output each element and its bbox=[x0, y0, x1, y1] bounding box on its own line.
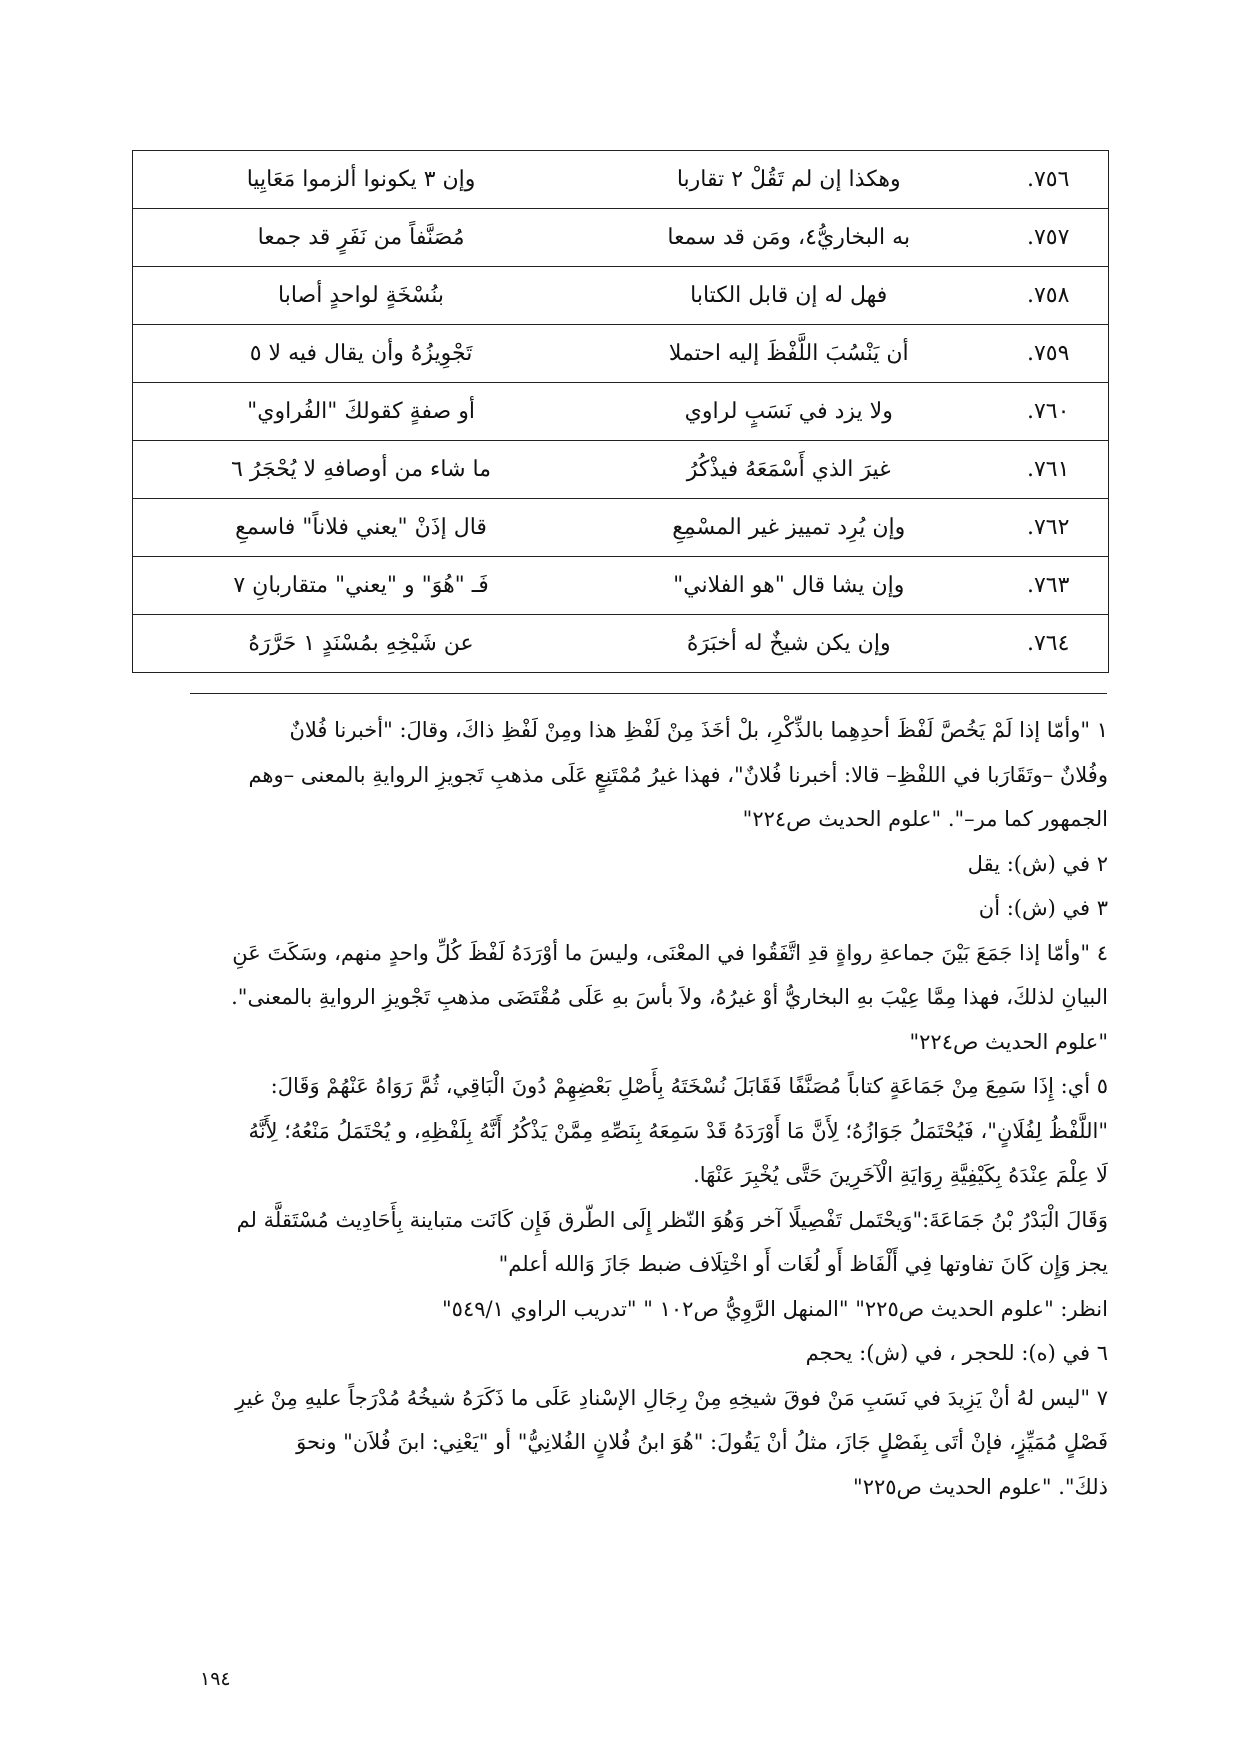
verse-row bbox=[133, 325, 1109, 383]
verse-first-hemistich: به البخاريُّ٤، ومَن قد سمعا bbox=[589, 209, 988, 267]
verse-number: ٧٦١. bbox=[988, 441, 1108, 499]
footnotes bbox=[183, 708, 1108, 1509]
footnote-line: ٤ "وأمّا إذا جَمَعَ بَيْنَ جماعةِ رواةٍ قدِ اتَّفَقُوا في المعْنَى، وليسَ ما أوْرَدَهُ لَفْظَ كُلِّ واحدٍ منهم، وسَكَتَ عَنِ bbox=[232, 940, 1108, 965]
footnote bbox=[183, 842, 1108, 887]
verse-first-hemistich: فهل له إن قابل الكتابا bbox=[589, 267, 988, 325]
footnote-line: ٥ أي: إِذَا سَمِعَ مِنْ جَمَاعَةٍ كتاباً مُصَنَّفًا فَقَابَلَ نُسْخَتَهُ بِأَصْلِ بَعْضِهِمْ دُونَ الْبَاقِي، ثُمَّ رَوَاهُ عَنْهُمْ وَقَالَ: bbox=[270, 1074, 1108, 1098]
verse-second-hemistich: بنُسْخَةٍ لواحدٍ أصابا bbox=[133, 267, 590, 325]
footnote-line: "علوم الحديث ص٢٢٤" bbox=[909, 1029, 1108, 1054]
verses-table bbox=[132, 150, 1109, 673]
verse-second-hemistich: تَجْوِيزُهُ وأن يقال فيه لا ٥ bbox=[133, 325, 590, 383]
footnote-line: ٣ في (ش): أن bbox=[978, 896, 1108, 920]
verse-first-hemistich: ولا يزد في نَسَبٍ لراوي bbox=[589, 383, 988, 441]
verse-first-hemistich: غيرَ الذي أَسْمَعَهُ فيذْكُرُ bbox=[589, 441, 988, 499]
footnote-line: ذلكَ". "علوم الحديث ص٢٢٥" bbox=[853, 1474, 1108, 1499]
verse-first-hemistich: وإن يكن شيخٌ له أخبَرَهُ bbox=[589, 615, 988, 673]
footnote-line: وَقَالَ الْبَدْرُ بْنُ جَمَاعَةَ:"وَيحْتَمل تَفْصِيلًا آخر وَهُوَ النّظر إِلَى الطّرق فَإِن كَانَت متباينة بِأَحَادِيث مُسْتَقلَّة لم bbox=[236, 1207, 1108, 1232]
verse-number: ٧٥٦. bbox=[988, 151, 1108, 209]
footnote-line: فَصْلٍ مُمَيِّزٍ، فإنْ أتَى بِفَصْلٍ جَازَ، مثلُ أنْ يَقُولَ: "هُوَ ابنُ فُلانٍ الفُلانِيُّ" أو "يَعْنِي: ابنَ فُلاَن" ونحوَ bbox=[296, 1430, 1108, 1454]
verse-second-hemistich: ما شاء من أوصافهِ لا يُحْجَرُ ٦ bbox=[133, 441, 590, 499]
verse-row bbox=[133, 557, 1109, 615]
verse-number: ٧٥٧. bbox=[988, 209, 1108, 267]
footnote bbox=[183, 1064, 1108, 1331]
verse-row bbox=[133, 151, 1109, 209]
verse-second-hemistich: عن شَيْخِهِ بمُسْنَدٍ ١ حَرَّرَهُ bbox=[133, 615, 590, 673]
footnote bbox=[183, 886, 1108, 931]
verse-first-hemistich: وإن يشا قال "هو الفلاني" bbox=[589, 557, 988, 615]
verse-number: ٧٦٤. bbox=[988, 615, 1108, 673]
verse-second-hemistich: أو صفةٍ كقولكَ "الفُراوي" bbox=[133, 383, 590, 441]
footnote-line: ٧ "ليس لهُ أنْ يَزِيدَ في نَسَبِ مَنْ فوقَ شيخِهِ مِنْ رِجَالِ الإسْنادِ عَلَى ما ذَكَرَهُ شيخُهُ مُدْرَجاً عليهِ مِنْ غيرِ bbox=[235, 1385, 1108, 1410]
footnote-line: لَا عِلْمَ عِنْدَهُ بِكَيْفِيَّةِ رِوَايَةِ الْآخَرِينَ حَتَّى يُخْبِرَ عَنْهَا. bbox=[693, 1163, 1108, 1187]
verse-row bbox=[133, 499, 1109, 557]
verse-second-hemistich: فَـ "هُوَ" و "يعني" متقاربانِ ٧ bbox=[133, 557, 590, 615]
verse-number: ٧٥٨. bbox=[988, 267, 1108, 325]
footnote bbox=[183, 1331, 1108, 1376]
footnote-line: "اللَّفْظُ لِفُلَانٍ"، فَيُحْتَمَلُ جَوَازُهُ؛ لِأَنَّ مَا أَوْرَدَهُ قَدْ سَمِعَهُ بِنَصِّهِ مِمَّنْ يَذْكُرُ أَنَّهُ بِلَفْظِهِ، و يُحْتَمَلُ مَنْعُهُ؛ لِأَنَّهُ bbox=[248, 1118, 1108, 1143]
verse-first-hemistich: أن يَنْسُبَ اللَّفْظَ إليه احتملا bbox=[589, 325, 988, 383]
verse-number: ٧٦٣. bbox=[988, 557, 1108, 615]
footnote-line: وفُلانٌ –وتَقَارَبا في اللفْظِ– قالا: أخبرنا فُلانٌ"، فهذا غيرُ مُمْتَنِعٍ عَلَى مذهبِ تَجويزِ الروايةِ بالمعنى –وهم bbox=[248, 762, 1108, 787]
footnote-line: ٢ في (ش): يقل bbox=[967, 851, 1108, 876]
verse-first-hemistich: وهكذا إن لم تَقُلْ ٢ تقاربا bbox=[589, 151, 988, 209]
footnote-line: يجز وَإِن كَانَ تفاوتها فِي أَلْفَاظ أَو لُغَات أَو اخْتِلَاف ضبط جَازَ وَالله أعلم" bbox=[498, 1252, 1108, 1276]
verse-first-hemistich: وإن يُرِد تمييز غير المسْمِعِ bbox=[589, 499, 988, 557]
verse-second-hemistich: قال إذَنْ "يعني فلاناً" فاسمعِ bbox=[133, 499, 590, 557]
verse-row bbox=[133, 209, 1109, 267]
footnote-line: الجمهور كما مر–". "علوم الحديث ص٢٢٤" bbox=[742, 807, 1108, 831]
footnote-separator bbox=[190, 693, 1107, 694]
footnote bbox=[183, 931, 1108, 1065]
verse-row bbox=[133, 441, 1109, 499]
footnote-line: انظر: "علوم الحديث ص٢٢٥" "المنهل الرَّوِيُّ ص١٠٢ " "تدريب الراوي ٥٤٩/١" bbox=[442, 1296, 1108, 1321]
footnote-line: ٦ في (ه): للحجر ، في (ش): يحجم bbox=[805, 1341, 1108, 1365]
footnote bbox=[183, 708, 1108, 842]
verse-row bbox=[133, 267, 1109, 325]
verse-row bbox=[133, 615, 1109, 673]
verse-number: ٧٥٩. bbox=[988, 325, 1108, 383]
verse-number: ٧٦٠. bbox=[988, 383, 1108, 441]
verse-second-hemistich: مُصَنَّفاً من نَفَرٍ قد جمعا bbox=[133, 209, 590, 267]
footnote-line: ١ "وأمّا إذا لَمْ يَخُصَّ لَفْظَ أحدِهِما بالذِّكْرِ، بلْ أخَذَ مِنْ لَفْظِ هذا ومِنْ لَفْظِ ذاكَ، وقالَ: "أخبرنا فُلانٌ bbox=[289, 718, 1108, 742]
footnote bbox=[183, 1376, 1108, 1510]
verse-second-hemistich: وإن ٣ يكونوا ألزموا مَعَايِيا bbox=[133, 151, 590, 209]
verse-row bbox=[133, 383, 1109, 441]
footnote-line: البيانِ لذلكَ، فهذا مِمَّا عِيْبَ بهِ البخاريُّ أوْ غيرُهُ، ولاَ بأسَ بهِ عَلَى مُقْتَضَى مذهبِ تَجْويزِ الروايةِ بالمعنى". bbox=[231, 985, 1108, 1009]
page-number: ١٩٤ bbox=[200, 1668, 231, 1690]
verse-number: ٧٦٢. bbox=[988, 499, 1108, 557]
verses-body bbox=[133, 151, 1109, 673]
